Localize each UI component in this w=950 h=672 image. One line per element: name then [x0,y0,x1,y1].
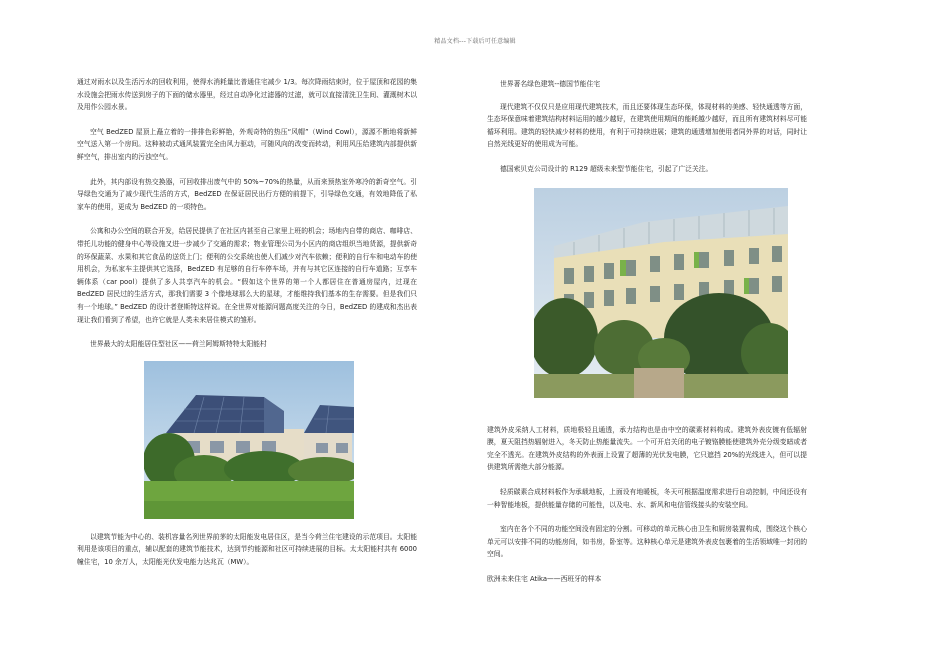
paragraph: 空气 BedZED 屋顶上矗立着的一排排色彩鲜艳，外观奇特的热压“风帽”（Wind Cowl），源源不断地将新鲜空气送入第一个房间。这种被动式通风装置完全由风力驱动，可随风向的改变而转动，利用风压给建筑内部提供新鲜空气，排出室内的污浊空气。 [77,127,417,161]
section-heading: 欧洲未来住宅 Atika——西班牙的样本 [487,574,602,583]
paragraph: 此外，其内部设有热交换器，可回收排出废气中的 50%~70%的热量，从而来预热室外寒冷的新奇空气。引导绿色交通为了减少现代生活的方式，BedZED 在保证居民出行方便的前提下，引导绿色交通，有效地降低了私家车的使用，更成为 BedZED 的一项特色。 [77,177,417,211]
section-heading: 世界著名绿色建筑--德国节能住宅 [500,80,601,88]
paragraph: 现代建筑不仅仅只是应用现代建筑技术，而且还要体现生态环保，体现材料的美感、轻快通透等方面，生态环保意味着建筑结构材料运用的越少越好，在建筑使用期间的能耗越少越好，而且所有建筑材料尽可能循环利用。建筑的轻快减少材料的使用，有利于可持续进展；建筑的通透增加使用者同外界的对话，同时让自然光线更好的使用成为可能。 [487,102,807,149]
right-column [487,78,807,598]
paragraph: 德国索贝克公司设计的 R129 超级未来型节能住宅，引起了广泛关注。 [500,164,713,173]
paragraph: 建筑外皮采纳人工材料，质地极轻且通透，承力结构也是由中空的碳素材料构成。建筑外表皮镀有低辐射膜，夏天阻挡热辐射进入，冬天防止热能量流失。一个可开启关闭的电子镀铬膜能使建筑外壳分级变暗或者完全不透光。在建筑外皮结构的外表面上设置了超薄的光伏发电膜，它只遮挡 20%的光线进入，但可以提供建筑所需绝大部分能源。 [487,425,807,472]
paragraph: 公寓和办公空间的联合开发，给居民提供了在社区内甚至自己家里上班的机会；场地内自带的商店、咖啡店、带托儿功能的健身中心等设施又进一步减少了交通的需求；物业管理公司为小区内的商店组织当地货源，提供新奇的环保蔬菜、水果和其它食品的送货上门；便利的公交系统也使人们减少对汽车依赖；便利的自行车和电动车的使用机会，为私家车主提供其它选择，BedZED 有足够的自行车停车场，并有与其它区连接的自行车道路；互享车辆体系（car pool）提供了多人共享汽车的机会。“假如这个世界的第一个人都居住在普通房屋内，过现在 BedZED 居民过的生活方式，那我们需要 3 个像地球那么大的星球，才能维持我们基本的生存需要。但是我们只有一个地球。” BedZED 的设计者登斯特这样说。在全世界对能源问题高度关注的今日，BedZED 的建成和杰出表现让我们看到了希望，也许它就是人类未来居住模式的雏形。 [77,227,417,324]
page-header: 精品文档---下载后可任意编辑 [434,38,516,45]
r129-house-photo [534,188,788,398]
left-column [77,76,417,580]
paragraph: 通过对雨水以及生活污水的回收利用，使得水消耗量比普通住宅减少 1/3。每次降雨结束时，位于屋顶和花园的集水设施会把雨水传送到房子的下面的储水器里，经过自动净化过滤器的过滤，就可以直接清洗卫生间、灌溉树木以及用作公园水景。 [77,78,417,112]
paragraph: 轻质碳素合成材料板作为承载地板，上面设有地暖板，冬天可根据温度需求进行自动控制，中间还设有一种智能地板，提供能量存储的可能性，以及电、水、新风和电信管线接头的安装空间。 [487,487,807,509]
paragraph: 室内在各个不同的功能空间没有固定的分割。可移动的单元核心由卫生和厨房装置构成，围绕这个核心单元可以安排不同的功能房间，如书房，卧室等。这种核心单元是建筑外表皮包裹着的生活领域唯一封闭的空间。 [487,525,807,559]
paragraph: 以建筑节能为中心的、装机容量名列世界前茅的太阳能发电居住区，是当今荷兰住宅建设的示范项目。太阳能利用是该项目的重点，辅以配套的建筑节能技术，达到节约能源和社区可持续进展的目标。太太阳能村共有 6000 幢住宅，10 余万人，太阳能光伏发电能力达兆瓦（MW）。 [77,532,417,566]
section-heading: 世界最大的太阳能居住型社区——荷兰阿姆斯特特太阳能村 [90,340,267,349]
solar-village-photo [144,361,354,519]
